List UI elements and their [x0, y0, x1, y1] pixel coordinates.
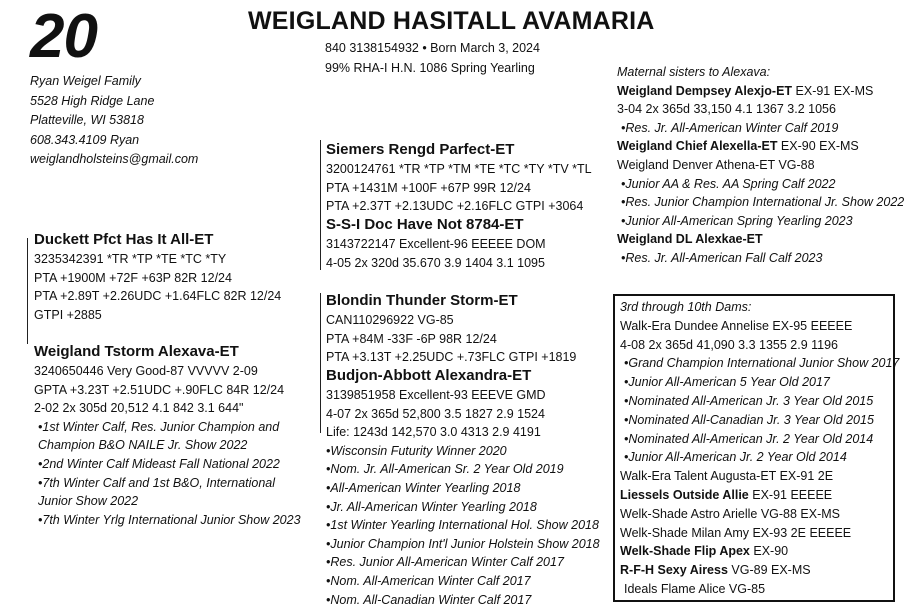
maternal-sisters-block: [617, 63, 904, 268]
dam-entry: [620, 524, 899, 543]
dam-entry-score: VG-89 EX-MS: [727, 563, 811, 578]
sister-achievement: •Junior AA & Res. AA Spring Calf 2022: [621, 176, 836, 191]
sire-bracket: [27, 238, 28, 344]
dam-entry-achievement: •Nominated All-American Jr. 3 Year Old 2015: [624, 393, 874, 408]
dam-entry-name: Walk-Era Talent Augusta-ET: [620, 469, 777, 484]
dam-entry-name: Welk-Shade Astro Arielle: [620, 506, 758, 521]
maternal-bracket: [320, 293, 321, 433]
paternal-grandsire-line: PTA +1431M +100F +67P 99R 12/24: [326, 180, 531, 195]
sister-achievement: •Res. Junior Champion International Jr. Show 2022: [621, 195, 905, 210]
maternal-granddam-achievement: •Junior Champion Int'l Junior Holstein Show 2018: [326, 536, 600, 551]
lot-number: 20: [30, 2, 97, 71]
sister-achievement: •Res. Jr. All-American Winter Calf 2019: [621, 120, 839, 135]
maternal-grandsire-line: PTA +84M -33F -6P 98R 12/24: [326, 331, 497, 346]
sire-line: GTPI +2885: [34, 307, 102, 322]
dam-achievement: •7th Winter Calf and 1st B&O, International Junior Show 2022: [38, 475, 276, 509]
paternal-grandsire-name: Siemers Rengd Parfect-ET: [326, 141, 515, 158]
dam-entry: [620, 317, 899, 336]
dam-entry-achievement: •Junior All-American Jr. 2 Year Old 2014: [624, 450, 847, 465]
maternal-granddam-achievement: •Jr. All-American Winter Yearling 2018: [326, 499, 537, 514]
maternal-grandsire-line: PTA +3.13T +2.25UDC +.73FLC GTPI +1819: [326, 350, 577, 365]
dam-block: [34, 342, 314, 529]
dam-entry-name: Welk-Shade Milan Amy: [620, 525, 749, 540]
maternal-granddam-achievement: •All-American Winter Yearling 2018: [326, 480, 521, 495]
dam-line: 3240650446 Very Good-87 VVVVV 2-09: [34, 364, 258, 378]
sister-score: EX-91 EX-MS: [792, 83, 874, 98]
maternal-granddam-achievement: •Wisconsin Futurity Winner 2020: [326, 443, 507, 458]
dam-entry-name: Welk-Shade Flip Apex: [620, 544, 750, 559]
sister-entry: [617, 230, 904, 249]
consignor-name: Ryan Weigel Family: [30, 74, 141, 88]
dam-entry-score: EX-95 EEEEE: [768, 318, 853, 333]
sister-achievement: •Junior All-American Spring Yearling 2023: [621, 213, 853, 228]
sister-name: Weigland Chief Alexella-ET: [617, 139, 778, 154]
calf-id-birthdate: 840 3138154932 • Born March 3, 2024: [325, 41, 540, 55]
dam-entry-score: EX-91 2E: [776, 469, 834, 484]
maternal-granddam-line: 4-07 2x 365d 52,800 3.5 1827 2.9 1524: [326, 406, 545, 421]
paternal-grandsire-line: PTA +2.37T +2.13UDC +2.16FLC GTPI +3064: [326, 199, 584, 214]
maternal-granddam-block: [326, 366, 600, 609]
calf-info: [325, 39, 540, 78]
consignor-email: weiglandholsteins@gmail.com: [30, 152, 199, 166]
dam-entry: [620, 580, 899, 599]
dam-entry-name: R-F-H Sexy Airess: [620, 563, 728, 578]
sister-name: Weigland Dempsey Alexjo-ET: [617, 83, 793, 98]
maternal-grandsire-name: Blondin Thunder Storm-ET: [326, 292, 518, 309]
maternal-grandsire-block: [326, 291, 576, 367]
dam-line: 2-02 2x 305d 20,512 4.1 842 3.1 644": [34, 401, 244, 416]
maternal-sisters-heading: Maternal sisters to Alexava:: [617, 65, 771, 79]
sister-achievement: •Res. Jr. All-American Fall Calf 2023: [621, 250, 823, 265]
maternal-granddam-line: Life: 1243d 142,570 3.0 4313 2.9 4191: [326, 425, 541, 440]
dams-block: [620, 298, 899, 599]
dam-entry: [620, 505, 899, 524]
paternal-grandsire-block: [326, 140, 592, 216]
animal-name: WEIGLAND HASITALL AVAMARIA: [248, 7, 655, 35]
sister-entry: [617, 137, 904, 156]
dam-entry: [620, 542, 899, 561]
paternal-bracket: [320, 140, 321, 270]
dam-entry-record: 4-08 2x 365d 41,090 3.3 1355 2.9 1196: [620, 337, 839, 352]
sister-name: Weigland DL Alexkae-ET: [617, 232, 763, 247]
dam-entry: [620, 486, 899, 505]
maternal-granddam-achievement: •Nom. Jr. All-American Sr. 2 Year Old 2019: [326, 462, 564, 477]
dam-entry-achievement: •Junior All-American 5 Year Old 2017: [624, 375, 830, 390]
sister-score: EX-90 EX-MS: [777, 139, 859, 154]
dam-entry-name: Walk-Era Dundee Annelise: [620, 318, 769, 333]
dam-entry-score: EX-90: [749, 544, 789, 559]
sister-name: Weigland Denver Athena-ET: [617, 157, 775, 172]
sister-entry: [617, 156, 904, 175]
paternal-granddam-name: S-S-I Doc Have Not 8784-ET: [326, 216, 524, 233]
sire-name: Duckett Pfct Has It All-ET: [34, 231, 214, 248]
sister-entry: [617, 82, 904, 101]
sister-score: VG-88: [774, 157, 815, 172]
dam-entry-achievement: •Nominated All-American Jr. 2 Year Old 2014: [624, 431, 874, 446]
maternal-granddam-achievement: •Nom. All-Canadian Winter Calf 2017: [326, 592, 532, 607]
maternal-granddam-achievement: •Nom. All-American Winter Calf 2017: [326, 573, 531, 588]
dam-name: Weigland Tstorm Alexava-ET: [34, 343, 239, 360]
paternal-granddam-line: 3143722147 Excellent-96 EEEEE DOM: [326, 237, 546, 251]
consignor-block: [30, 72, 198, 170]
dam-entry-name: Liessels Outside Allie: [620, 487, 749, 502]
dam-achievement: •2nd Winter Calf Mideast Fall National 2022: [38, 456, 280, 471]
maternal-granddam-achievement: •Res. Junior All-American Winter Calf 2017: [326, 555, 564, 570]
sire-block: [34, 230, 281, 324]
maternal-grandsire-line: CAN110296922 VG-85: [326, 313, 454, 327]
dam-line: GPTA +3.23T +2.51UDC +.90FLC 84R 12/24: [34, 382, 285, 397]
dam-entry-score: VG-88 EX-MS: [757, 506, 841, 521]
paternal-granddam-block: [326, 215, 546, 272]
dam-achievement: •1st Winter Calf, Res. Junior Champion and Champion B&O NAILE Jr. Show 2022: [38, 419, 280, 453]
dam-entry: [620, 467, 899, 486]
dam-entry-name: Ideals Flame Alice: [624, 581, 726, 596]
paternal-grandsire-line: 3200124761 *TR *TP *TM *TE *TC *TY *TV *TL: [326, 162, 592, 176]
sire-line: PTA +2.89T +2.26UDC +1.64FLC 82R 12/24: [34, 289, 282, 304]
dam-achievement: •7th Winter Yrlg International Junior Show 2023: [38, 512, 301, 527]
sire-line: PTA +1900M +72F +63P 82R 12/24: [34, 270, 232, 285]
dam-entry-score: EX-93 2E EEEEE: [749, 525, 852, 540]
sister-record: 3-04 2x 365d 33,150 4.1 1367 3.2 1056: [617, 102, 836, 117]
dams-heading: 3rd through 10th Dams:: [620, 300, 752, 314]
calf-breed-class: 99% RHA-I H.N. 1086 Spring Yearling: [325, 60, 535, 75]
dam-entry-achievement: •Nominated All-Canadian Jr. 3 Year Old 2015: [624, 412, 874, 427]
paternal-granddam-line: 4-05 2x 320d 35.670 3.9 1404 3.1 1095: [326, 255, 545, 270]
consignor-city: Platteville, WI 53818: [30, 113, 144, 127]
dam-entry-score: EX-91 EEEEE: [748, 487, 833, 502]
consignor-address: 5528 High Ridge Lane: [30, 93, 155, 108]
consignor-phone: 608.343.4109 Ryan: [30, 132, 140, 147]
maternal-granddam-line: 3139851958 Excellent-93 EEEVE GMD: [326, 388, 546, 402]
maternal-granddam-achievement: •1st Winter Yearling International Hol. Show 2018: [326, 518, 599, 533]
maternal-granddam-name: Budjon-Abbott Alexandra-ET: [326, 367, 532, 384]
dam-entry: [620, 561, 899, 580]
dam-entry-achievement: •Grand Champion International Junior Show 2017: [624, 356, 900, 371]
sire-line: 3235342391 *TR *TP *TE *TC *TY: [34, 252, 227, 266]
dam-entry-score: VG-85: [725, 581, 766, 596]
